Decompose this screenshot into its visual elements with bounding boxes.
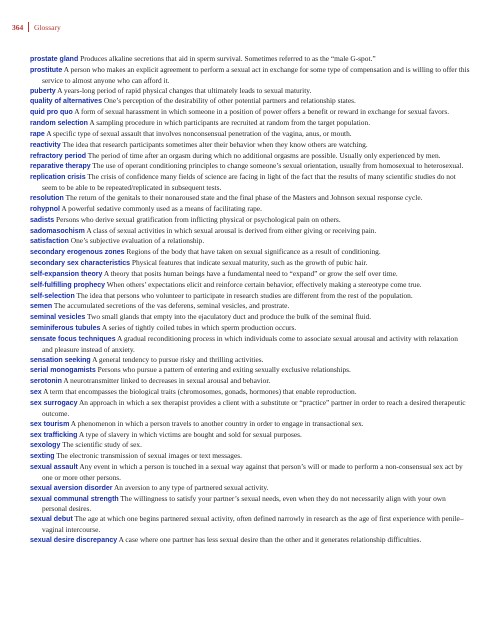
glossary-entry (30, 86, 470, 97)
glossary-term: sex trafficking (30, 431, 78, 439)
glossary-entry (30, 269, 470, 280)
glossary-term: sensate focus techniques (30, 335, 116, 343)
glossary-entry (30, 334, 470, 355)
glossary-term: sexting (30, 453, 55, 461)
glossary-term: self-expansion theory (30, 270, 103, 278)
glossary-definition: An aversion to any type of partnered sexual activity. (113, 482, 269, 492)
glossary-term: secondary erogenous zones (30, 249, 125, 257)
glossary-term: sensation seeking (30, 356, 91, 364)
glossary-definition: A class of sexual activities in which sexual arousal is derived from either giving or receiving pain. (86, 225, 377, 235)
glossary-definition: When others’ expectations elicit and reinforce certain behavior, effectively making a stereotype come true. (106, 279, 422, 289)
glossary-definition: A gradual reconditioning process in which individuals come to associate sexual arousal and activity with relaxation and pleasure instead of anxiety. (42, 333, 458, 354)
glossary-term: sex (30, 389, 42, 397)
glossary-entry (30, 280, 470, 291)
glossary-definition: The age at which one begins partnered sexual activity, often defined narrowly in research as the age of first experience with penile–vaginal intercourse. (42, 514, 464, 535)
glossary-definition: The electronic transmission of sexual images or text messages. (56, 451, 242, 461)
header-divider (28, 22, 29, 32)
glossary-entry (30, 312, 470, 323)
glossary-term: resolution (30, 194, 64, 202)
glossary-definition: A theory that posits human beings have a fundamental need to “expand” or grow the self over time. (103, 268, 398, 278)
glossary-definition: Persons who pursue a pattern of entering and exiting sexually exclusive relationships. (97, 365, 351, 375)
glossary-definition: The idea that research participants sometimes alter their behavior when they know others are watching. (62, 139, 368, 149)
glossary-entry (30, 494, 470, 515)
glossary-entry (30, 323, 470, 334)
glossary-definition: Physical features that indicate sexual maturity, such as the growth of pubic hair. (131, 258, 368, 268)
glossary-term: semen (30, 303, 53, 311)
glossary-term: reactivity (30, 141, 61, 149)
glossary-entry (30, 129, 470, 140)
glossary-term: quid pro quo (30, 109, 73, 117)
glossary-term: sex tourism (30, 420, 70, 428)
glossary-definition: Regions of the body that have taken on sexual significance as a result of conditioning. (126, 247, 381, 257)
glossary-entry (30, 258, 470, 269)
glossary-definition: The willingness to satisfy your partner’s sexual needs, even when they do not necessarily align with your own personal desires. (42, 493, 446, 514)
glossary-entry (30, 247, 470, 258)
glossary-term: sexual desire discrepancy (30, 536, 118, 544)
glossary-entry (30, 398, 470, 419)
glossary-definition: A general tendency to pursue risky and thrilling activities. (92, 354, 264, 364)
glossary-entry (30, 514, 470, 535)
glossary-definition: A phenomenon in which a person travels to another country in order to engage in transactional sex. (70, 418, 364, 428)
glossary-entry (30, 226, 470, 237)
glossary-definition: The return of the genitals to their nonaroused state and the final phase of the Masters and Johnson sexual response cycle. (65, 192, 423, 202)
glossary-term: sex surrogacy (30, 400, 78, 407)
glossary-term: prostitute (30, 66, 63, 74)
glossary-entry (30, 140, 470, 151)
glossary-entry (30, 430, 470, 441)
glossary-definition: One’s perception of the desirability of other potential partners and relationship states. (103, 96, 356, 106)
glossary-term: sexual assault (30, 464, 78, 472)
glossary-definition: A type of slavery in which victims are bought and sold for sexual purposes. (78, 429, 302, 439)
glossary-term: prostate gland (30, 56, 79, 63)
glossary-term: rape (30, 130, 45, 138)
glossary-entry (30, 193, 470, 204)
glossary-entry (30, 355, 470, 366)
glossary-definition: Two small glands that empty into the ejaculatory duct and produce the bulk of the seminal fluid. (86, 312, 372, 322)
glossary-term: sexual aversion disorder (30, 484, 113, 492)
glossary-entry (30, 483, 470, 494)
glossary-entry (30, 376, 470, 387)
glossary-definition: The crisis of confidence many fields of science are facing in light of the fact that the results of many scientific studies do not seem to be able to be repeated/replicated in subsequent tests. (42, 172, 456, 193)
glossary-definition: The period of time after an orgasm during which no additional orgasms are possible. Usually only experienced by men. (87, 150, 441, 160)
glossary-entries (30, 54, 470, 546)
glossary-term: secondary sex characteristics (30, 260, 131, 268)
glossary-term: seminiferous tubules (30, 325, 101, 333)
glossary-entry (30, 462, 470, 483)
glossary-entry (30, 365, 470, 376)
glossary-term: sexology (30, 442, 61, 450)
glossary-term: sexual debut (30, 516, 73, 524)
glossary-definition: A powerful sedative commonly used as a means of facilitating rape. (61, 203, 262, 213)
glossary-entry (30, 172, 470, 193)
glossary-term: rohypnol (30, 205, 60, 213)
glossary-term: replication crisis (30, 174, 86, 182)
glossary-definition: A term that encompasses the biological traits (chromosomes, gonads, hormones) that enable reproduction. (43, 387, 357, 397)
glossary-entry (30, 451, 470, 462)
glossary-entry (30, 215, 470, 226)
glossary-term: serotonin (30, 378, 62, 386)
glossary-entry (30, 419, 470, 430)
glossary-definition: A neurotransmitter linked to decreases in sexual arousal and behavior. (63, 376, 271, 386)
glossary-term: sadists (30, 216, 55, 224)
page-number: 364 (12, 22, 24, 32)
glossary-entry (30, 387, 470, 398)
glossary-term: reparative therapy (30, 163, 91, 171)
glossary-definition: One’s subjective evaluation of a relationship. (70, 236, 205, 246)
glossary-entry (30, 301, 470, 312)
glossary-entry (30, 118, 470, 129)
glossary-definition: The scientific study of sex. (62, 440, 142, 450)
glossary-entry (30, 236, 470, 247)
glossary-entry (30, 204, 470, 215)
glossary-term: sexual communal strength (30, 495, 119, 503)
glossary-term: sadomasochism (30, 227, 85, 235)
glossary-term: puberty (30, 87, 56, 95)
glossary-definition: A sampling procedure in which participants are recruited at random from the target population. (89, 118, 371, 128)
glossary-entry (30, 291, 470, 302)
glossary-entry (30, 161, 470, 172)
glossary-definition: A person who makes an explicit agreement to perform a sexual act in exchange for some type of compensation and is willing to offer this service to almost anyone who can afford it. (42, 64, 470, 85)
glossary-entry (30, 107, 470, 118)
glossary-definition: The accumulated secretions of the vas deferens, seminal vesicles, and prostrate. (53, 301, 290, 311)
glossary-term: refractory period (30, 152, 87, 160)
glossary-definition: The idea that persons who volunteer to participate in research studies are different from the rest of the population. (76, 290, 413, 300)
glossary-term: satisfaction (30, 238, 69, 246)
glossary-term: self-fulfilling prophecy (30, 281, 106, 289)
section-title: Glossary (34, 22, 61, 32)
glossary-term: random selection (30, 120, 88, 128)
glossary-definition: A years-long period of rapid physical changes that ultimately leads to sexual maturity. (57, 85, 312, 95)
glossary-term: serial monogamists (30, 367, 96, 375)
glossary-definition: Any event in which a person is touched in a sexual way against that person’s will or made to perform a non-consensual sex act by one or more other persons. (42, 462, 463, 482)
glossary-entry (30, 151, 470, 162)
glossary-entry (30, 54, 470, 65)
glossary-entry (30, 535, 470, 546)
glossary-definition: A form of sexual harassment in which someone in a position of power offers a benefit or reward in exchange for sexual favors. (74, 107, 450, 117)
glossary-definition: A series of tightly coiled tubes in which sperm production occurs. (101, 323, 297, 333)
glossary-definition: A case where one partner has less sexual desire than the other and it generates relationship difficulties. (118, 534, 422, 544)
running-header (12, 22, 61, 32)
glossary-entry (30, 96, 470, 107)
glossary-definition: Persons who derive sexual gratification from inflicting physical or psychological pain on others. (55, 214, 341, 224)
glossary-definition: A specific type of sexual assault that involves nonconsensual penetration of the vagina, anus, or mouth. (46, 128, 352, 138)
glossary-definition: The use of operant conditioning principles to change someone’s sexual orientation, usually from homosexual to heterosexual. (92, 161, 464, 171)
glossary-term: self-selection (30, 292, 75, 300)
glossary-definition: An approach in which a sex therapist provides a client with a substitute or “practice” partner in order to reach a desired therapeutic outcome. (42, 398, 466, 418)
glossary-term: quality of alternatives (30, 98, 102, 106)
glossary-entry (30, 65, 470, 86)
glossary-definition: Produces alkaline secretions that aid in sperm survival. Sometimes referred to as the “male G-spot.” (80, 54, 376, 63)
glossary-term: seminal vesicles (30, 314, 86, 322)
glossary-entry (30, 440, 470, 451)
